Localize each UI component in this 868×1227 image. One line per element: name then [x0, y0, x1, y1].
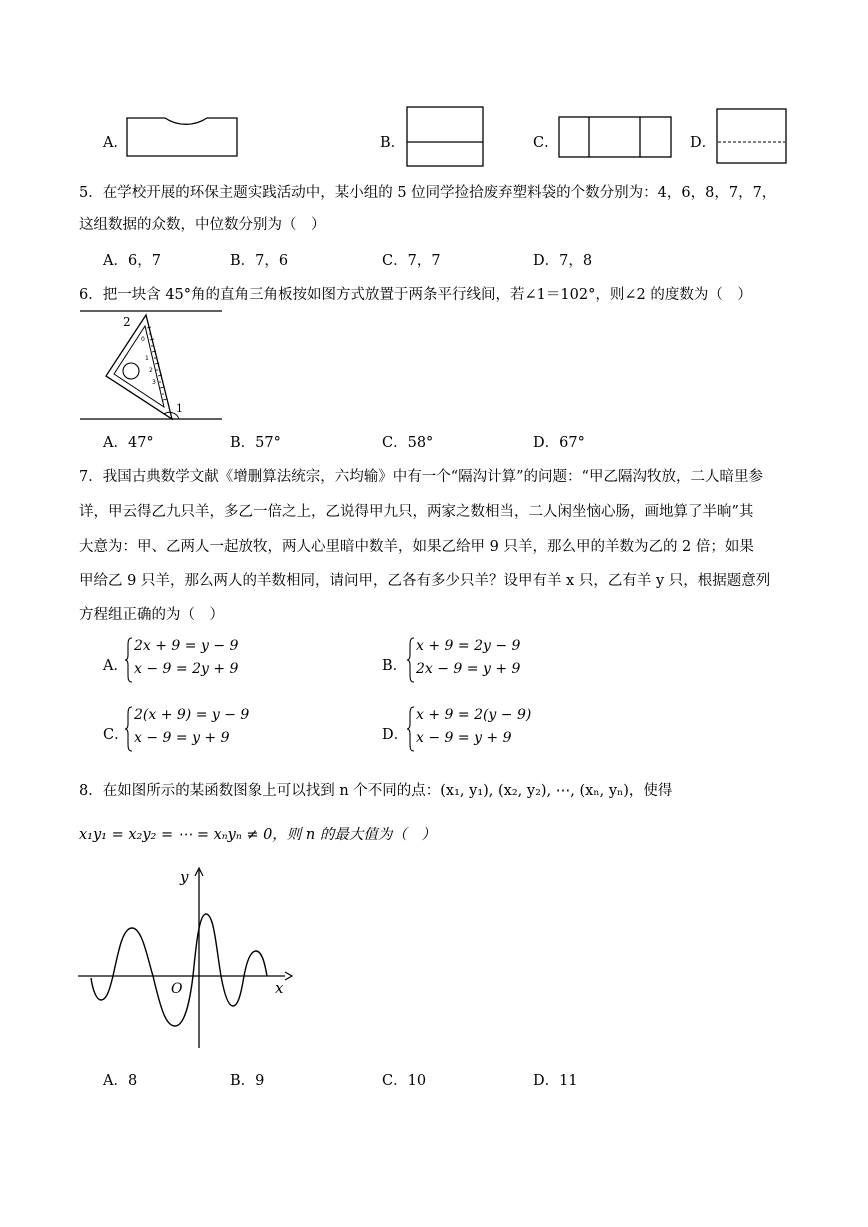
q7-stem-line2: 详，甲云得乙九只羊，多乙一倍之上，乙说得甲九只，两家之数相当，二人闲坐恼心肠，画地算了半晌”其: [79, 504, 754, 520]
q7-stem-line1: 7．我国古典数学文献《增删算法统宗，六均输》中有一个“隔沟计算”的问题：“甲乙隔沟牧放，二人暗里参: [79, 469, 763, 485]
q5-stem-line2: 这组数据的众数，中位数分别为（ ）: [79, 217, 326, 233]
q8-stem-line1: 8．在如图所示的某函数图象上可以找到 n 个不同的点：(x₁, y₁), (x₂, y₂), ⋯, (xₙ, yₙ)，使得: [79, 783, 673, 799]
q7-option-b-label: B．: [382, 658, 408, 674]
q7-option-b-eq2: 2x − 9 = y + 9: [416, 661, 521, 677]
q7-option-a-eq1: 2x + 9 = y − 9: [134, 638, 239, 654]
q7-stem-line4: 甲给乙 9 只羊，那么两人的羊数相同，请问甲，乙各有多少只羊？设甲有羊 x 只，乙有羊 y 只，根据题意列: [79, 573, 771, 589]
q6-angle-2-label: 2: [123, 315, 131, 329]
q7-option-d-eq1: x + 9 = 2(y − 9): [416, 707, 532, 723]
q6-option-a: A．47°: [103, 435, 154, 451]
q8-option-d: D．11: [533, 1073, 578, 1089]
q8-option-b: B．9: [230, 1073, 265, 1089]
q6-angle-1-label: 1: [176, 402, 183, 415]
brace-icon: [406, 706, 416, 752]
q8-option-c: C．10: [382, 1073, 427, 1089]
q6-option-b: B．57°: [230, 435, 281, 451]
q7-stem-line3: 大意为：甲、乙两人一起放牧，两人心里暗中数羊，如果乙给甲 9 只羊，那么甲的羊数为乙的 2 倍；如果: [79, 539, 754, 555]
brace-icon: [406, 637, 416, 683]
brace-icon: [124, 706, 134, 752]
q5-option-b: B．7，6: [230, 253, 289, 269]
q7-option-c-label: C．: [103, 727, 129, 743]
q4-option-b-figure: [406, 106, 486, 168]
q8-origin-label: O: [171, 981, 183, 997]
q7-stem-line5: 方程组正确的为（ ）: [79, 607, 224, 623]
q7-option-d-label: D．: [382, 727, 409, 743]
q7-option-c-eq1: 2(x + 9) = y − 9: [134, 707, 250, 723]
brace-icon: [124, 637, 134, 683]
q6-option-d: D．67°: [533, 435, 585, 451]
q4-option-a-label: A．: [103, 135, 128, 151]
q4-option-d-figure: [716, 108, 788, 166]
q6-figure: [78, 308, 224, 424]
q8-x-axis-label: x: [275, 979, 284, 997]
q5-option-c: C．7，7: [382, 253, 441, 269]
q5-option-d: D．7，8: [533, 253, 593, 269]
q7-option-a-eq2: x − 9 = 2y + 9: [134, 661, 239, 677]
q8-y-axis-label: y: [180, 868, 189, 886]
q4-option-c-label: C．: [533, 135, 559, 151]
q8-option-a: A．8: [103, 1073, 138, 1089]
q7-option-d-eq2: x − 9 = y + 9: [416, 730, 512, 746]
q4-option-c-figure: [558, 116, 673, 159]
q8-stem-line2: x₁y₁ = x₂y₂ = ⋯ = xₙyₙ ≠ 0，则 n 的最大值为（ ）: [79, 827, 436, 843]
q5-stem-line1: 5．在学校开展的环保主题实践活动中，某小组的 5 位同学捡拾废弃塑料袋的个数分别为：4，6，8，7，7，: [79, 185, 777, 201]
q6-option-c: C．58°: [382, 435, 434, 451]
q6-ruler-mark-3: 3: [152, 379, 156, 386]
q7-option-a-label: A．: [103, 658, 128, 674]
q4-option-a-figure: [125, 116, 241, 160]
q6-stem: 6．把一块含 45°角的直角三角板按如图方式放置于两条平行线间，若∠1＝102°，则∠2 的度数为（ ）: [79, 287, 752, 303]
q6-ruler-mark-1: 1: [145, 355, 149, 362]
q8-function-graph: [75, 860, 295, 1052]
q7-option-b-eq1: x + 9 = 2y − 9: [416, 638, 521, 654]
q5-option-a: A．6，7: [103, 253, 161, 269]
q4-option-d-label: D．: [690, 135, 717, 151]
q4-option-b-label: B．: [380, 135, 406, 151]
q6-ruler-mark-0: 0: [141, 336, 145, 343]
q6-ruler-mark-2: 2: [149, 367, 153, 374]
q7-option-c-eq2: x − 9 = y + 9: [134, 730, 230, 746]
